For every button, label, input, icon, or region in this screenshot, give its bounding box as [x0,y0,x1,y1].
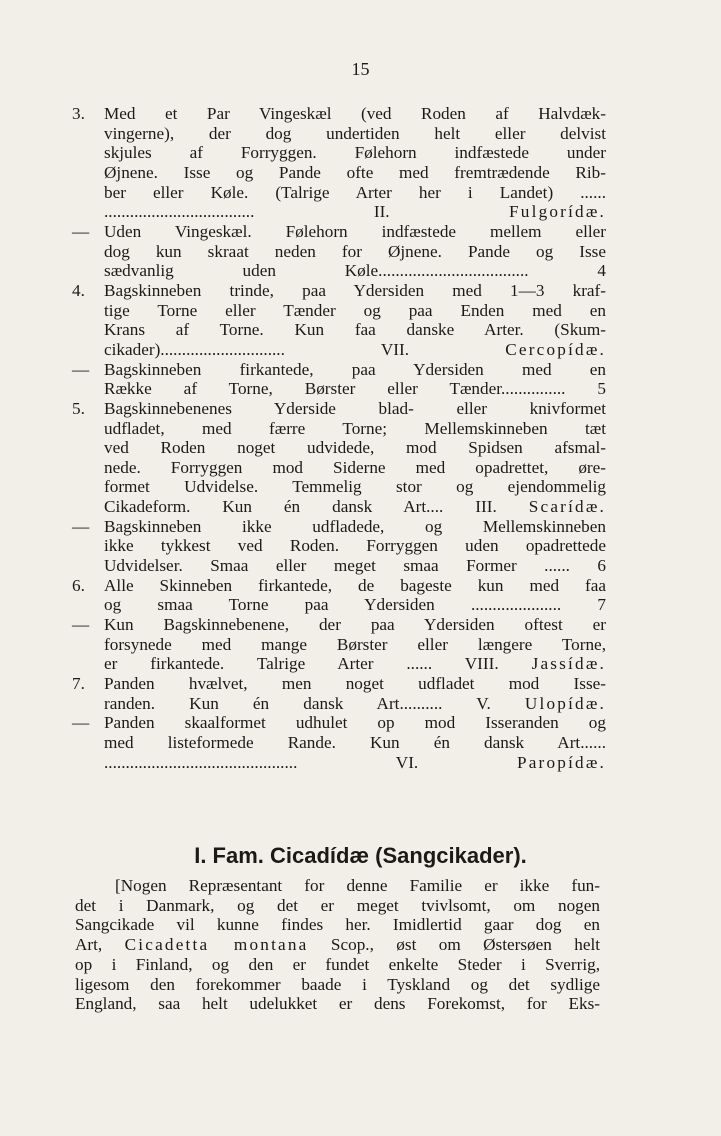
entry-line: dog kun skraat neden for Øjnene. Pande og Isse [104,241,606,261]
family-name: Paropídæ. [516,752,606,772]
entry-line: ved Roden noget udvidede, mod Spidsen afsmal- [104,438,606,458]
paragraph-line: [Nogen Repræsentant for denne Familie er ikke fun- [115,876,600,895]
key-entry [72,674,606,713]
entry-result-line [104,261,606,281]
result-prefix: VI. [395,752,419,772]
entry-result-line [104,497,606,517]
key-entry [72,615,606,674]
entry-result [374,202,606,221]
key-entry [72,713,606,772]
entry-line: forsynede med mange Børster eller længere Torne, [104,634,606,654]
entry-result [476,694,606,713]
entry-line: Bagskinneben firkantede, paa Ydersiden med en [104,359,606,379]
entry-marker: — [72,713,90,733]
entry-leader: er firkantede. Talrige Arter ...... [104,654,433,674]
paragraph-line: ligesom den forekommer baade i Tyskland og det sydlige [75,974,600,994]
entry-result [396,753,606,772]
entry-marker: 3. [72,104,85,123]
entry-marker: 5. [72,398,85,418]
entry-result [597,261,606,280]
entry-line: skjules af Forryggen. Følehorn indfæstede under [104,143,606,163]
key-entry [72,222,606,281]
entry-leader: Cikadeform. Kun én dansk Art.... [104,497,444,517]
entry-line: Bagskinneben trinde, paa Ydersiden med 1—3 kraf- [104,280,606,300]
paragraph-line: England, saa helt udelukket er dens Forekomst, for Eks- [75,994,600,1014]
key-entry [72,517,606,576]
paragraph-line: op i Finland, og den er fundet enkelte Steder i Sverrig, [75,954,600,974]
entry-line: Bagskinneben ikke udfladede, og Mellemskinneben [104,516,606,536]
key-entry [72,104,606,222]
entry-line: vingerne), der dog undertiden helt eller delvist [104,123,606,143]
paragraph-text: Scop., øst om Østersøen helt [330,935,601,955]
entry-line: Bagskinnebenenes Yderside blad- eller knivformet [104,398,606,418]
identification-key [72,104,606,772]
entry-leader: Udvidelser. Smaa eller meget smaa Former ...... [104,556,570,576]
family-name: Cercopídæ. [505,339,606,359]
entry-leader: Række af Torne, Børster eller Tænder............... [104,379,566,399]
entry-marker: — [72,516,90,536]
entry-result [597,595,606,614]
entry-line: ber eller Køle. (Talrige Arter her i Landet) ...... [104,182,606,202]
result-prefix: III. [475,497,497,517]
entry-result-line [104,694,606,714]
entry-leader: cikader)............................. [104,339,285,359]
entry-marker: 7. [72,674,85,694]
paragraph-line: det i Danmark, og det er meget tvivlsomt, om nogen [75,895,600,915]
entry-result [597,556,606,575]
family-description [75,876,600,1014]
family-name: Scarídæ. [528,497,607,517]
result-prefix: VII. [380,339,409,359]
entry-line: med listeformede Rande. Kun én dansk Art...... [104,733,606,752]
entry-marker: — [72,359,90,379]
entry-leader: ............................................. [104,752,298,772]
result-prefix: II. [373,202,390,222]
entry-line: Krans af Torne. Kun faa danske Arter. (Skum- [104,320,606,340]
entry-line: Alle Skinneben firkantede, de bageste kun med faa [104,575,606,595]
entry-line: Panden hvælvet, men noget udfladet mod Isse- [104,674,606,694]
family-name: Jassídæ. [531,654,606,674]
entry-result-line [104,202,606,222]
entry-line: formet Udvidelse. Temmelig stor og ejendommelig [104,477,606,497]
page-number: 15 [351,59,370,79]
entry-line: udfladet, med færre Torne; Mellemskinneben tæt [104,418,606,438]
family-name: Ulopídæ. [524,693,606,713]
entry-line: Med et Par Vingeskæl (ved Roden af Halvdæk- [104,104,606,123]
paragraph-line [75,935,600,955]
entry-line: ikke tykkest ved Roden. Forryggen uden opadrettede [104,536,606,556]
entry-result-line [104,595,606,615]
entry-leader: sædvanlig uden Køle................................... [104,261,529,281]
entry-result-line [104,556,606,576]
key-entry [72,281,606,360]
entry-line: nede. Forryggen mod Siderne med opadrettet, øre- [104,457,606,477]
entry-leader: randen. Kun én dansk Art.......... [104,693,443,713]
entry-marker: — [72,221,90,241]
family-heading: I. Fam. Cicadídæ (Sangcikader). [194,843,527,868]
entry-result-line [104,654,606,674]
key-entry [72,360,606,399]
entry-line: Panden skaalformet udhulet op mod Isseranden og [104,713,606,733]
result-prefix: VIII. [464,654,499,674]
result-prefix: 6 [597,556,607,576]
result-prefix: 4 [597,261,606,281]
entry-line: Kun Bagskinnebenene, der paa Ydersiden oftest er [104,615,606,635]
entry-result-line [104,379,606,399]
result-prefix: 5 [597,379,607,399]
entry-line: Uden Vingeskæl. Følehorn indfæstede mellem eller [104,221,606,241]
result-prefix: V. [476,693,491,713]
key-entry [72,399,606,517]
family-name: Fulgorídæ. [509,202,607,222]
entry-line: tige Torne eller Tænder og paa Enden med en [104,300,606,320]
paragraph-text: Art, [75,935,103,955]
result-prefix: 7 [597,595,606,615]
key-entry [72,576,606,615]
entry-marker: 6. [72,575,85,595]
entry-result [465,654,606,673]
entry-result [597,379,606,398]
entry-marker: — [72,615,90,635]
entry-result [475,497,606,516]
paragraph-line: Sangcikade vil kunne findes her. Imidlertid gaar dog en [75,915,600,935]
entry-line: Øjnene. Isse og Pande ofte med fremtrædende Rib- [104,162,606,182]
entry-result-line [104,340,606,360]
entry-result-line [104,753,606,773]
species-name: Cicadetta montana [124,935,309,955]
entry-result [381,340,606,359]
entry-leader: og smaa Torne paa Ydersiden ..................... [104,595,562,615]
entry-marker: 4. [72,280,85,300]
entry-leader: ................................... [104,202,255,222]
